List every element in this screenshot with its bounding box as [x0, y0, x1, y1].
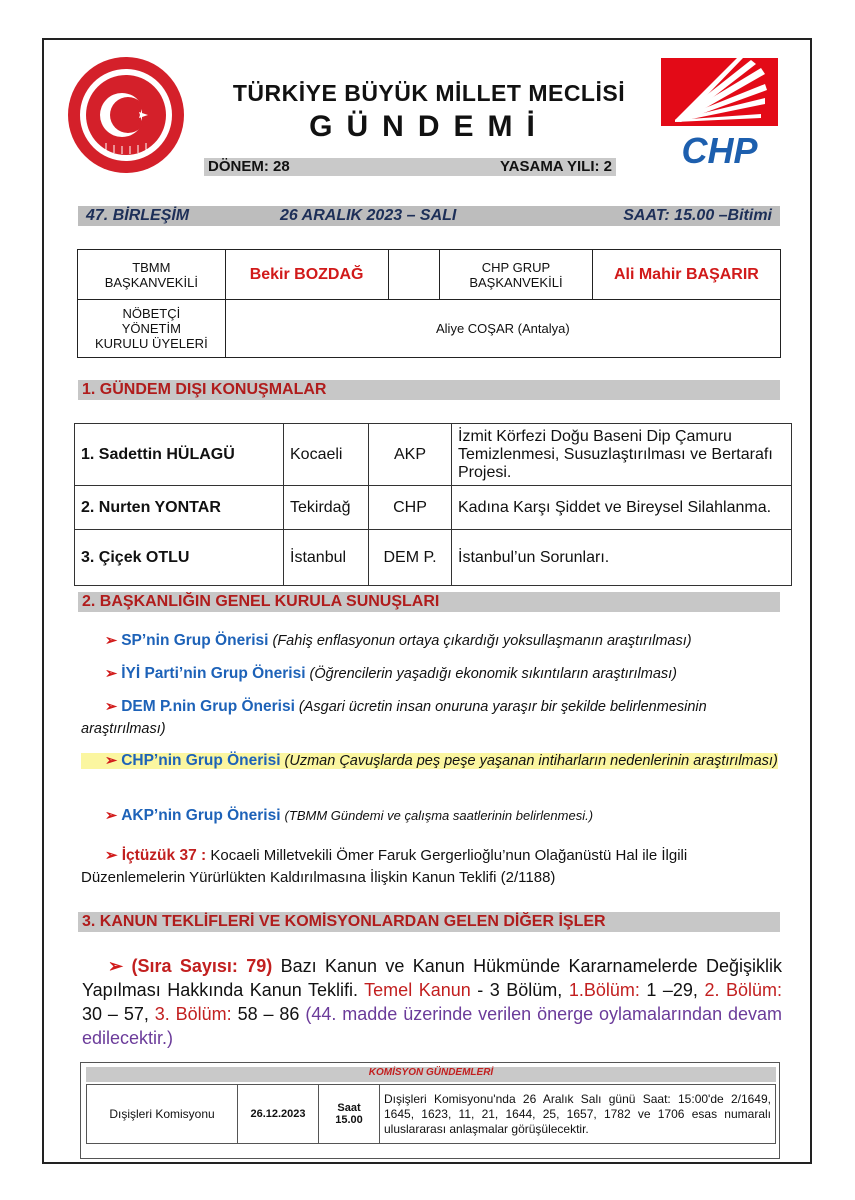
member-cell: [225, 300, 780, 358]
ictuzuk-item: [81, 845, 781, 889]
session-time: SAAT: 15.00 –Bitimi: [623, 207, 772, 224]
label-chp-grup: [440, 250, 593, 300]
chp-logo: [661, 58, 778, 173]
title-line2: GÜNDEMİ: [309, 110, 549, 143]
section3-bar: [78, 912, 780, 932]
arrow-icon: ➢: [105, 666, 118, 682]
table-row: [87, 1085, 776, 1144]
arrow-icon: ➢: [105, 633, 118, 649]
vice-president-name: Bekir BOZDAĞ: [249, 265, 364, 283]
commission-desc: Dışişleri Komisyonu'nda 26 Aralık Salı günü Saat: 15:00'de 2/1649, 1645, 1623, 11, 21, 1644, 25, 1657, 1782 ve 1706 esas numaralı uluslararası anlaşmalar görüşülecektir.: [380, 1085, 776, 1144]
section1-bar: [78, 380, 780, 400]
label-line: TBMM: [132, 259, 171, 275]
item-desc: (Uzman Çavuşlarda peş peşe yaşanan intiharların nedenlerinin araştırılması): [284, 753, 778, 769]
bolum3-label: 3. Bölüm:: [154, 1004, 232, 1024]
list-item: [81, 663, 805, 685]
open-paren: (: [305, 1004, 312, 1024]
tbmm-seal-icon: [66, 55, 186, 175]
speaker-name: 2. Nurten YONTAR: [75, 486, 284, 530]
chp-logo-text: CHP: [681, 130, 758, 171]
list-item: [81, 696, 781, 740]
item-head: İYİ Parti’nin Grup Önerisi: [121, 665, 306, 682]
arrow-icon: ➢: [105, 753, 118, 769]
donem-bar: [204, 158, 616, 176]
label-line: YÖNETİM: [121, 321, 181, 336]
bolum1-range: 1 –29,: [646, 980, 698, 1000]
title-line1: TÜRKİYE BÜYÜK MİLLET MECLİSİ: [232, 80, 626, 106]
commission-title: KOMİSYON GÜNDEMLERİ: [86, 1067, 776, 1082]
bolum3-range: 58 – 86: [237, 1004, 300, 1024]
arrow-icon: ➢: [105, 808, 118, 824]
name-bekir: [225, 250, 388, 300]
bolum-count: - 3 Bölüm,: [477, 980, 563, 1000]
birlesim-text: 47. BİRLEŞİM: [86, 207, 190, 224]
donem-text: DÖNEM: 28: [208, 158, 290, 175]
speech-topic: İstanbul’un Sorunları.: [452, 530, 792, 586]
speaker-party: DEM P.: [369, 530, 452, 586]
table-row: [75, 486, 792, 530]
presidency-table: [77, 249, 781, 358]
label-line: BAŞKANVEKİLİ: [469, 274, 563, 290]
speaker-party: AKP: [369, 424, 452, 486]
speaker-city: İstanbul: [284, 530, 369, 586]
label-nobetci: [78, 300, 226, 358]
arrow-icon: ➢: [108, 956, 124, 976]
list-item: [81, 750, 781, 772]
speaker-party: CHP: [369, 486, 452, 530]
bolum1-label: 1.Bölüm:: [568, 980, 640, 1000]
section2-bar: [78, 592, 780, 612]
section1-title: 1. GÜNDEM DIŞI KONUŞMALAR: [82, 381, 327, 398]
arrow-icon: ➢: [105, 847, 118, 864]
spacer-cell: [388, 250, 440, 300]
list-item: [81, 805, 805, 827]
bolum2-label: 2. Bölüm:: [704, 980, 782, 1000]
bolum2-range: 30 – 57,: [82, 1004, 149, 1024]
ictuzuk-head: İçtüzük 37 :: [121, 847, 207, 864]
item-desc: (Asgari ücretin insan onuruna yaraşır bir şekilde belirlenmesinin araştırılması): [81, 699, 707, 737]
item-desc: (Fahiş enflasyonun ortaya çıkardığı yoksullaşmanın araştırılması): [272, 633, 692, 649]
madde-text: madde üzerinde verilen önerge oylamalarından devam edilecektir.: [82, 1004, 782, 1048]
label-line: NÖBETÇİ: [122, 306, 181, 321]
temel-kanun: Temel Kanun: [364, 980, 471, 1000]
arrow-icon: ➢: [105, 699, 118, 715]
group-vice-president-name: Ali Mahir BAŞARIR: [613, 265, 759, 283]
item-head: SP’nin Grup Önerisi: [121, 632, 269, 649]
section2-title: 2. BAŞKANLIĞIN GENEL KURULA SUNUŞLARI: [82, 593, 440, 610]
saat-label: Saat: [337, 1102, 361, 1114]
label-line: BAŞKANVEKİLİ: [104, 274, 198, 290]
speaker-name: 3. Çiçek OTLU: [75, 530, 284, 586]
commission-table: [86, 1084, 776, 1144]
speaker-name: 1. Sadettin HÜLAGÜ: [75, 424, 284, 486]
member-name: Aliye COŞAR (Antalya): [436, 321, 570, 336]
speech-topic: Kadına Karşı Şiddet ve Bireysel Silahlanma.: [452, 486, 792, 530]
kanun-item: [82, 954, 782, 1050]
name-ali: [592, 250, 780, 300]
ictuzuk-text: Kocaeli Milletvekili Ömer Faruk Gergerlioğlu’nun Olağanüstü Hal ile İlgili Düzenlemelerin Yürürlükten Kaldırılmasına İlişkin Kanun Teklifi (2/1188): [81, 847, 688, 886]
item-desc: (Öğrencilerin yaşadığı ekonomik sıkıntıların araştırılması): [309, 666, 677, 682]
list-item: [81, 630, 805, 652]
commission-time-cell: [319, 1085, 380, 1144]
label-line: CHP GRUP: [481, 259, 551, 275]
session-date: 26 ARALIK 2023 – SALI: [280, 207, 457, 224]
saat-value: 15.00: [335, 1114, 363, 1126]
speech-topic: İzmit Körfezi Doğu Baseni Dip Çamuru Temizlenmesi, Susuzlaştırılması ve Bertarafı Projesi.: [452, 424, 792, 486]
speaker-city: Kocaeli: [284, 424, 369, 486]
table-row: [75, 424, 792, 486]
label-tbmm: [78, 250, 226, 300]
item-desc: (TBMM Gündemi ve çalışma saatlerinin belirlenmesi.): [284, 808, 594, 823]
madde-num: 44.: [311, 1004, 337, 1024]
item-head: AKP’nin Grup Önerisi: [121, 807, 281, 824]
speaker-city: Tekirdağ: [284, 486, 369, 530]
item-head: DEM P.nin Grup Önerisi: [121, 698, 295, 715]
item-head: CHP’nin Grup Önerisi: [121, 752, 281, 769]
kanun-text: Bazı Kanun ve Kanun Hükmünde Kararnamelerde Değişiklik Yapılması Hakkında Kanun Teklifi.: [82, 956, 782, 1000]
commission-name: Dışişleri Komisyonu: [87, 1085, 238, 1144]
agenda-page: [42, 38, 812, 1164]
speeches-table: [74, 423, 792, 586]
section3-title: 3. KANUN TEKLİFLERİ VE KOMİSYONLARDAN GELEN DİĞER İŞLER: [82, 913, 606, 930]
close-paren: ): [167, 1028, 174, 1048]
sira-sayisi: (Sıra Sayısı: 79): [131, 956, 273, 976]
table-row: [75, 530, 792, 586]
label-line: KURULU ÜYELERİ: [94, 336, 208, 351]
yasama-text: YASAMA YILI: 2: [500, 158, 612, 175]
commission-date: 26.12.2023: [238, 1085, 319, 1144]
session-bar: [78, 206, 780, 226]
